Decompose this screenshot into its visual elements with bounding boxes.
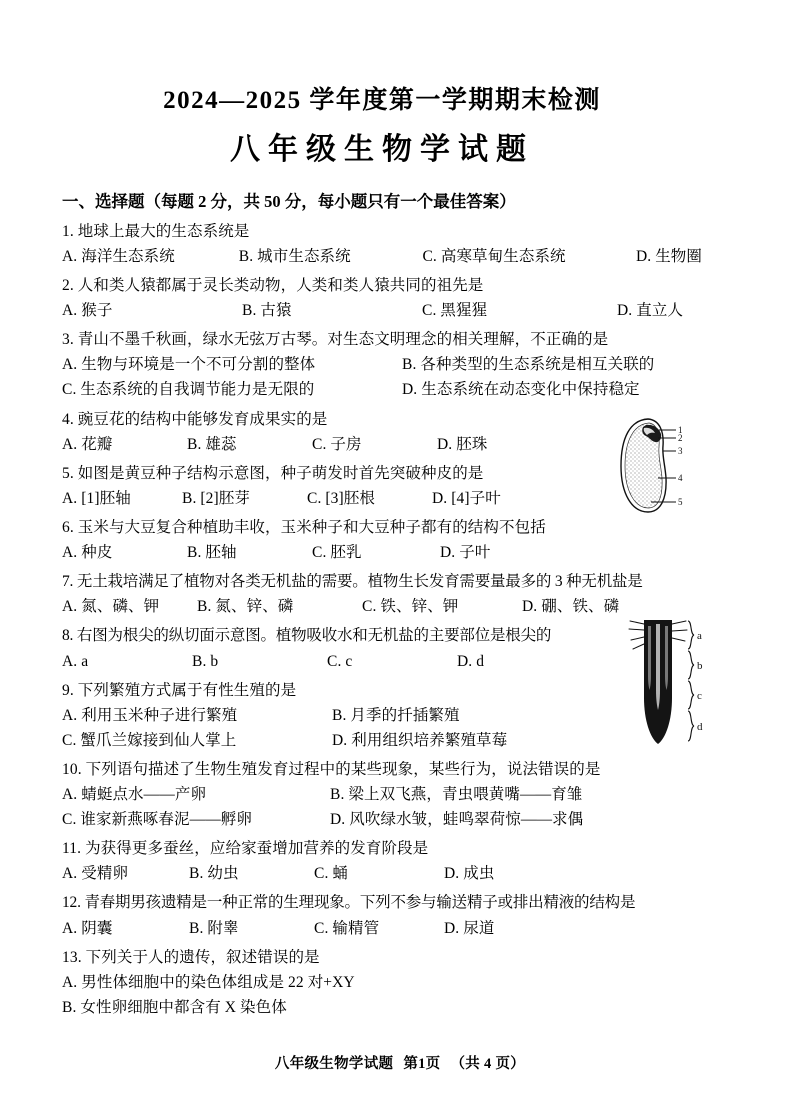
option-d[interactable]: D. 生物圈 (635, 247, 702, 265)
option-c[interactable]: C. 蟹爪兰嫁接到仙人掌上 (62, 731, 237, 749)
option-b[interactable]: B. 城市生态系统 (238, 247, 351, 265)
question-8 (62, 623, 702, 673)
option-c[interactable]: C. 子房 (312, 435, 362, 453)
option-row (62, 649, 702, 674)
question-stem: 6. 玉米与大豆复合种植助丰收，玉米种子和大豆种子都有的结构不包括 (62, 518, 546, 536)
option-row (62, 352, 702, 377)
root-label-b: b (697, 660, 703, 672)
question-4 (62, 407, 702, 457)
option-d[interactable]: D. 直立人 (617, 302, 684, 320)
option-row (62, 540, 702, 565)
option-d[interactable]: D. [4]子叶 (432, 489, 501, 507)
seed-label-1: 1 (678, 425, 683, 435)
seed-label-2: 2 (678, 433, 683, 443)
option-row (62, 377, 702, 402)
option-c[interactable]: C. 胚乳 (312, 544, 362, 562)
option-b[interactable]: B. 月季的扦插繁殖 (332, 706, 460, 724)
option-row (62, 995, 702, 1020)
option-c[interactable]: C. 谁家新燕啄春泥——孵卵 (62, 811, 252, 829)
option-a[interactable]: A. 种皮 (62, 544, 113, 562)
option-c[interactable]: C. 蛹 (314, 865, 348, 883)
section-heading: 一、选择题（每题 2 分，共 50 分，每小题只有一个最佳答案） (62, 192, 516, 211)
page-content (62, 0, 702, 1104)
footer-total-pages: （共 4 页） (450, 1056, 526, 1072)
question-stem: 10. 下列语句描述了生物生殖发育过程中的某些现象，某些行为，说法错误的是 (62, 760, 601, 778)
option-a[interactable]: A. 利用玉米种子进行繁殖 (62, 706, 238, 724)
option-a[interactable]: A. 阴囊 (62, 919, 113, 937)
seed-label-4: 4 (678, 473, 683, 483)
option-d[interactable]: D. 尿道 (444, 919, 495, 937)
option-row (62, 970, 702, 995)
option-row (62, 861, 702, 886)
option-c[interactable]: C. 输精管 (314, 919, 380, 937)
option-d[interactable]: D. 胚珠 (437, 435, 488, 453)
option-b[interactable]: B. 梁上双飞燕，青虫喂黄嘴——育雏 (330, 786, 583, 804)
question-2 (62, 273, 702, 323)
option-d[interactable]: D. 成虫 (444, 865, 495, 883)
option-a[interactable]: A. 猴子 (62, 302, 113, 320)
question-10 (62, 757, 702, 832)
root-label-d: d (697, 721, 703, 733)
question-stem: 13. 下列关于人的遗传，叙述错误的是 (62, 948, 320, 966)
option-row (62, 432, 702, 457)
option-b[interactable]: B. 幼虫 (189, 865, 239, 883)
page-footer (0, 1052, 800, 1073)
question-stem: 2. 人和类人猿都属于灵长类动物，人类和类人猿共同的祖先是 (62, 276, 484, 294)
option-b[interactable]: B. [2]胚芽 (182, 489, 250, 507)
option-b[interactable]: B. 各种类型的生态系统是相互关联的 (402, 356, 655, 374)
question-5 (62, 461, 702, 511)
option-a[interactable]: A. a (62, 652, 89, 670)
option-d[interactable]: D. 生态系统在动态变化中保持稳定 (402, 381, 640, 399)
option-b[interactable]: B. 附睾 (189, 919, 239, 937)
question-stem: 8. 右图为根尖的纵切面示意图。植物吸收水和无机盐的主要部位是根尖的 (62, 627, 552, 645)
option-b[interactable]: B. 氮、锌、磷 (197, 598, 294, 616)
option-d[interactable]: D. 利用组织培养繁殖草莓 (332, 731, 508, 749)
question-9 (62, 678, 702, 753)
question-stem: 1. 地球上最大的生态系统是 (62, 222, 250, 240)
option-a[interactable]: A. 受精卵 (62, 865, 129, 883)
option-c[interactable]: C. [3]胚根 (307, 489, 375, 507)
option-row (62, 594, 702, 619)
option-a[interactable]: A. 男性体细胞中的染色体组成是 22 对+XY (62, 973, 355, 991)
option-b[interactable]: B. 古猿 (242, 302, 292, 320)
exam-title-line2: 八年级生物学试题 (230, 133, 534, 166)
option-c[interactable]: C. c (327, 652, 353, 670)
root-label-a: a (697, 630, 702, 642)
option-a[interactable]: A. 花瓣 (62, 435, 113, 453)
question-stem: 5. 如图是黄豆种子结构示意图，种子萌发时首先突破种皮的是 (62, 464, 484, 482)
option-row (62, 298, 702, 323)
option-d[interactable]: D. 硼、铁、磷 (522, 598, 620, 616)
option-row (62, 703, 702, 728)
exam-title-line1: 2024—2025 学年度第一学期期末检测 (163, 87, 601, 114)
question-12 (62, 890, 702, 940)
option-a[interactable]: A. [1]胚轴 (62, 489, 131, 507)
question-stem: 11. 为获得更多蚕丝，应给家蚕增加营养的发育阶段是 (62, 840, 429, 858)
question-6 (62, 515, 702, 565)
option-b[interactable]: B. 雄蕊 (187, 435, 237, 453)
question-stem: 7. 无土栽培满足了植物对各类无机盐的需要。植物生长发育需要量最多的 3 种无机盐是 (62, 573, 643, 591)
option-row (62, 244, 702, 269)
root-label-c: c (697, 690, 702, 702)
seed-label-5: 5 (678, 497, 683, 507)
question-11 (62, 836, 702, 886)
seed-label-3: 3 (678, 446, 683, 456)
question-stem: 12. 青春期男孩遗精是一种正常的生理现象。下列不参与输送精子或排出精液的结构是 (62, 894, 636, 912)
question-3 (62, 327, 702, 402)
option-row (62, 916, 702, 941)
root-tip-diagram (628, 620, 708, 750)
option-a[interactable]: A. 氮、磷、钾 (62, 598, 160, 616)
soybean-seed-diagram (618, 416, 688, 516)
question-stem: 9. 下列繁殖方式属于有性生殖的是 (62, 681, 297, 699)
question-stem: 4. 豌豆花的结构中能够发育成果实的是 (62, 410, 328, 428)
option-d[interactable]: D. 风吹绿水皱，蛙鸣翠荷惊——求偶 (330, 811, 584, 829)
option-c[interactable]: C. 生态系统的自我调节能力是无限的 (62, 381, 315, 399)
option-a[interactable]: A. 海洋生态系统 (62, 247, 175, 265)
footer-subject: 八年级生物学试题 (274, 1056, 394, 1072)
question-13 (62, 945, 702, 1020)
option-row (62, 486, 702, 511)
option-a[interactable]: A. 生物与环境是一个不可分割的整体 (62, 356, 316, 374)
option-b[interactable]: B. 女性卵细胞中都含有 X 染色体 (62, 998, 287, 1016)
option-row (62, 782, 702, 807)
question-stem: 3. 青山不墨千秋画，绿水无弦万古琴。对生态文明理念的相关理解，不正确的是 (62, 331, 609, 349)
question-1 (62, 219, 702, 269)
option-c[interactable]: C. 铁、锌、钾 (362, 598, 459, 616)
question-7 (62, 569, 702, 619)
option-row (62, 807, 702, 832)
option-c[interactable]: C. 高寒草甸生态系统 (422, 247, 566, 265)
option-b[interactable]: B. 胚轴 (187, 544, 237, 562)
option-d[interactable]: D. 子叶 (440, 544, 491, 562)
option-row (62, 728, 702, 753)
option-d[interactable]: D. d (457, 652, 485, 670)
option-c[interactable]: C. 黑猩猩 (422, 302, 488, 320)
option-b[interactable]: B. b (192, 652, 219, 670)
option-a[interactable]: A. 蜻蜓点水——产卵 (62, 786, 207, 804)
footer-page-number: 第1页 (403, 1056, 441, 1072)
